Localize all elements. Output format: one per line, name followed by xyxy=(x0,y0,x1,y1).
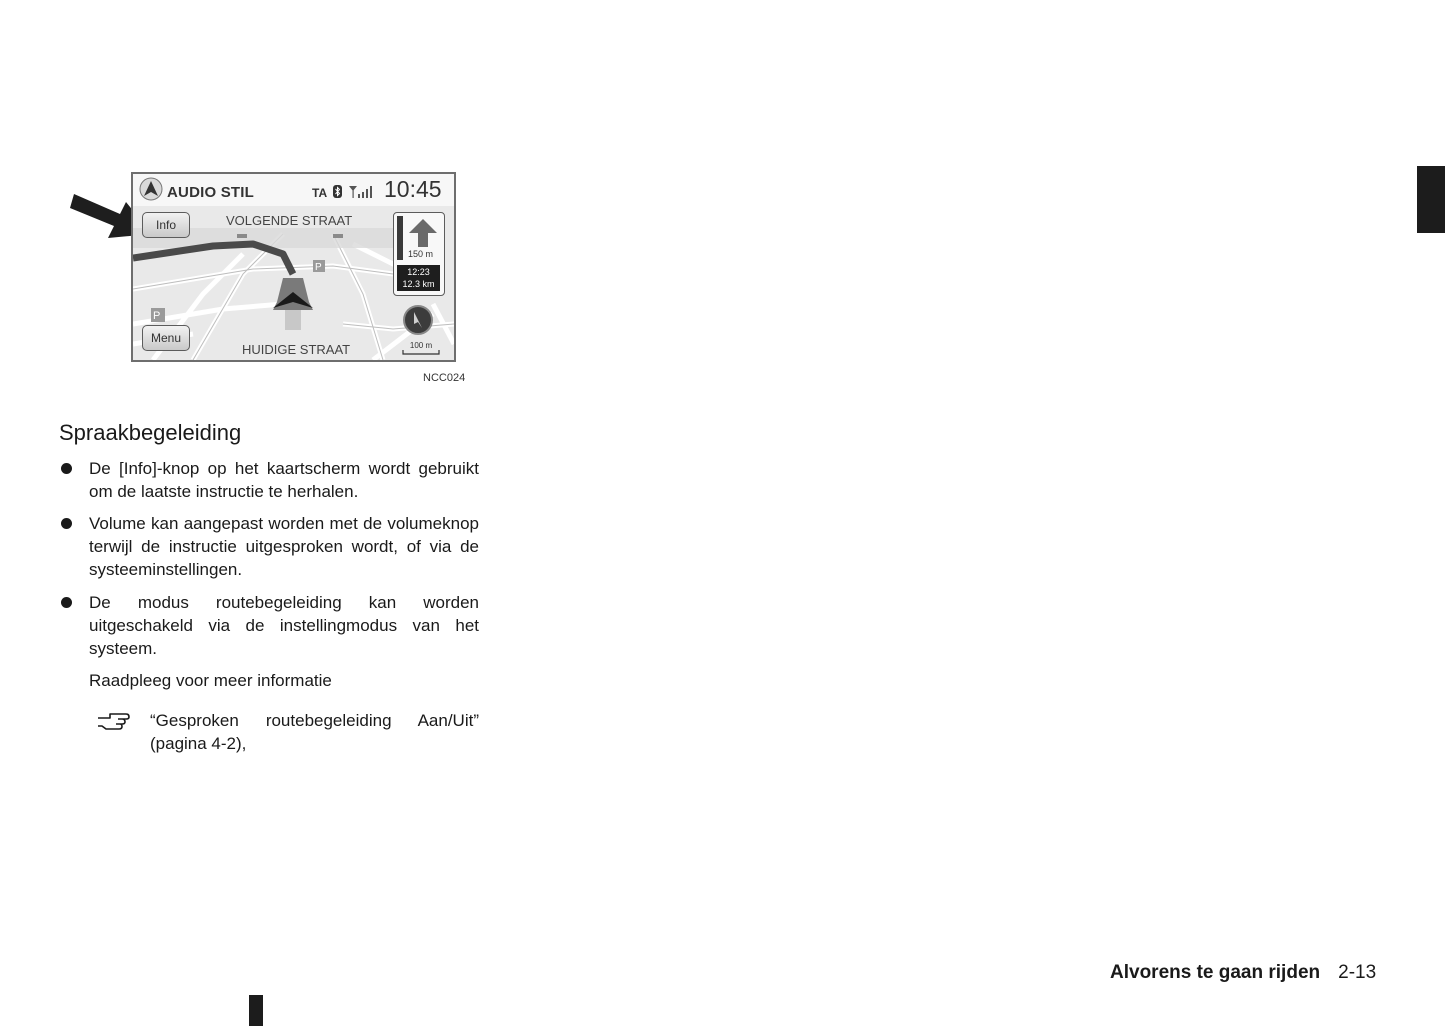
bullet-item: Volume kan aangepast worden met de volumeknop terwijl de instructie uitgesproken wordt, of via de systeeminstellingen. xyxy=(89,514,479,579)
compass-icon[interactable] xyxy=(402,304,434,336)
bullet-item: De modus routebegeleiding kan worden uitgeschakeld via de instellingmodus van het systeem. xyxy=(89,593,479,658)
eta-box xyxy=(397,265,440,291)
bullet-dot xyxy=(61,518,72,529)
nav-arrow-icon xyxy=(139,177,163,201)
scale-label: 100 m xyxy=(409,341,433,350)
parking-label: P xyxy=(153,310,161,322)
clock: 10:45 xyxy=(384,176,442,202)
chapter-title: Alvorens te gaan rijden xyxy=(1110,962,1321,983)
straight-arrow-icon xyxy=(407,217,439,249)
bullet-dot xyxy=(61,463,72,474)
bullet-item: De [Info]-knop op het kaartscherm wordt gebruikt om de laatste instructie te herhalen. xyxy=(89,459,479,501)
eta-time: 12:23 xyxy=(407,267,430,277)
bluetooth-icon xyxy=(333,185,342,198)
navigation-screen-figure xyxy=(70,168,470,388)
chapter-edge-tab xyxy=(1417,166,1445,233)
turn-guidance-panel xyxy=(393,212,445,296)
signal-icon xyxy=(348,185,372,199)
figure-code: NCC024 xyxy=(423,372,466,384)
eta-distance: 12.3 km xyxy=(402,279,435,289)
traffic-announcement-label: TA xyxy=(312,186,328,200)
page-edge-mark xyxy=(249,995,263,1026)
audio-source-title: AUDIO STIL xyxy=(167,184,254,201)
page-number: 2-13 xyxy=(1338,962,1377,983)
bullet-dot xyxy=(61,597,72,608)
note-text: Raadpleeg voor meer informatie xyxy=(89,671,332,690)
page-footer xyxy=(1110,962,1376,984)
turn-distance: 150 m xyxy=(408,249,434,259)
current-street-label: HUIDIGE STRAAT xyxy=(242,342,351,357)
reference-link[interactable]: “Gesproken routebegeleiding Aan/Uit” (pagina 4-2), xyxy=(150,711,479,753)
menu-button[interactable]: Menu xyxy=(142,325,190,351)
next-street-label: VOLGENDE STRAAT xyxy=(226,213,353,228)
parking-label: P xyxy=(315,262,322,273)
map-scale xyxy=(401,341,441,356)
section-title: Spraakbegeleiding xyxy=(59,420,242,445)
distance-bar xyxy=(397,216,403,260)
nav-display xyxy=(131,172,456,362)
info-button[interactable]: Info xyxy=(142,212,190,238)
pointing-hand-icon xyxy=(96,710,130,732)
